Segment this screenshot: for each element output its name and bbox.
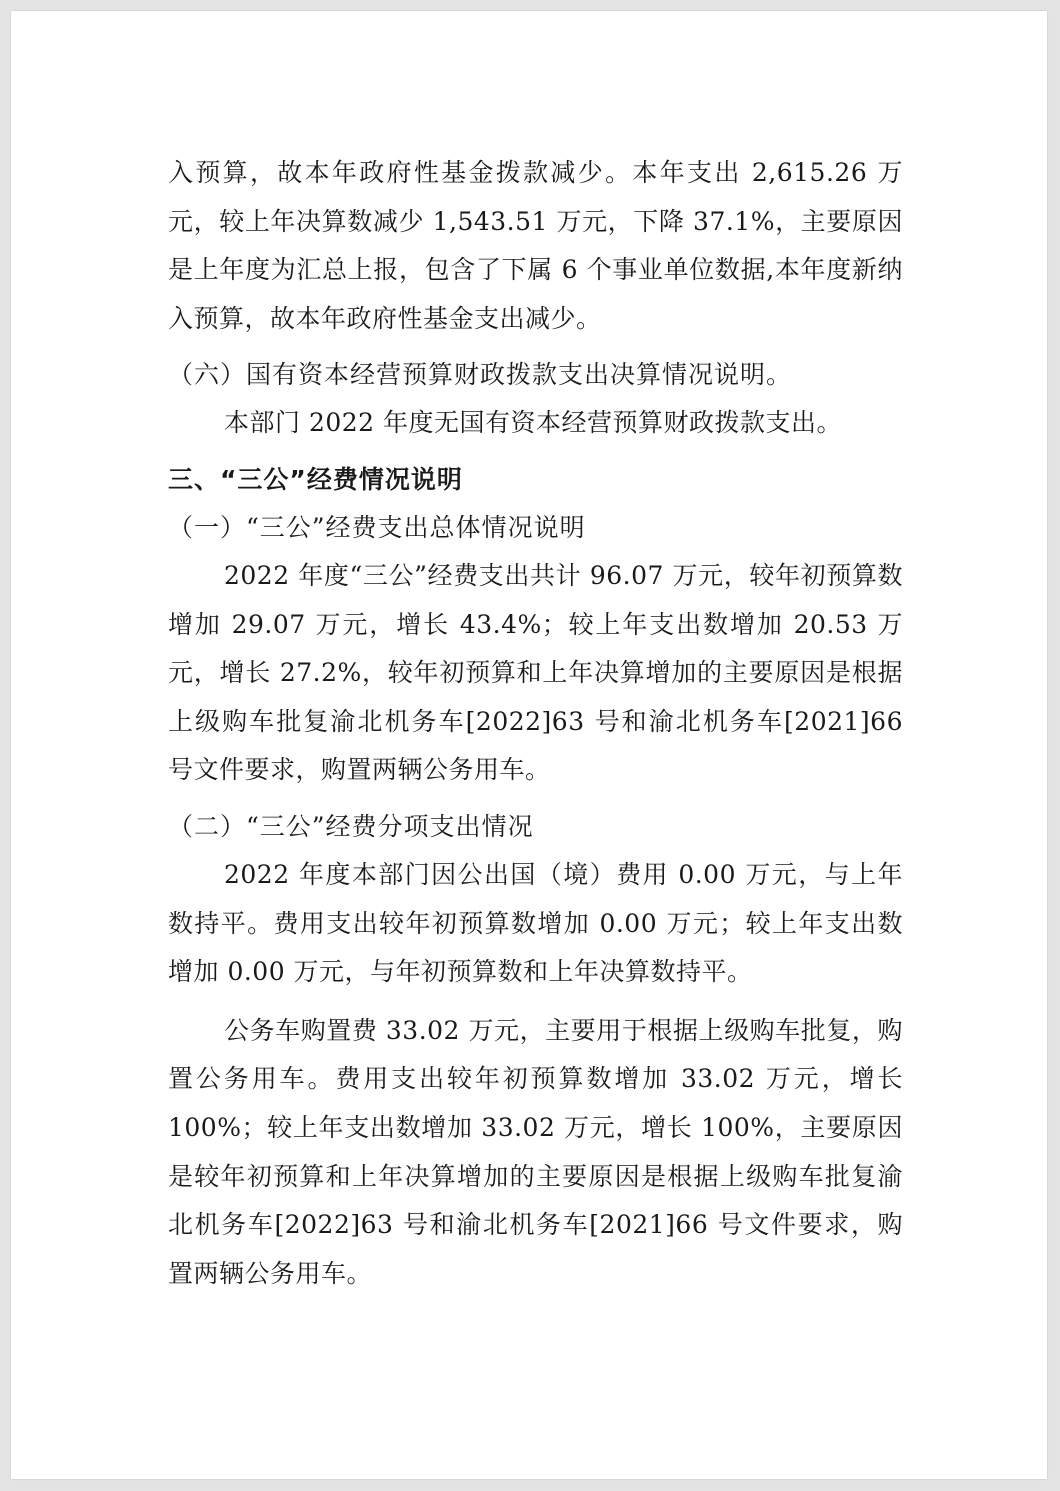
heading-itemized-expenses: （二）“三公”经费分项支出情况: [168, 811, 534, 841]
heading-three-public-expenses: 三、“三公”经费情况说明: [168, 464, 463, 494]
paragraph-fund-expenditure: 入预算，故本年政府性基金拨款减少。本年支出 2,615.26 万元，较上年决算数减少 1,543.51 万元，下降 37.1%，主要原因是上年度为汇总上报，包含了下属 6 个事业单位数据,本年度新纳入预算，故本年政府性基金支出减少。: [168, 158, 903, 333]
heading-state-capital-budget: （六）国有资本经营预算财政拨款支出决算情况说明。: [168, 360, 793, 390]
document-body: [168, 149, 903, 1298]
heading-overall-expenses: （一）“三公”经费支出总体情况说明: [168, 512, 586, 542]
paragraph-state-capital-none: 本部门 2022 年度无国有资本经营预算财政拨款支出。: [224, 408, 843, 438]
paragraph-vehicle-purchase: 公务车购置费 33.02 万元，主要用于根据上级购车批复，购置公务用车。费用支出较年初预算数增加 33.02 万元，增长 100%；较上年支出数增加 33.02 万元，增长 100%，主要原因是较年初预算和上年决算增加的主要原因是根据上级购车批复渝北机务车[2022]63 号和渝北机务车[2021]66 号文件要求，购置两辆公务用车。: [168, 1015, 903, 1288]
document-page: [11, 11, 1047, 1479]
paragraph-overseas-travel: 2022 年度本部门因公出国（境）费用 0.00 万元，与上年数持平。费用支出较年初预算数增加 0.00 万元；较上年支出数增加 0.00 万元，与年初预算数和上年决算数持平。: [168, 859, 903, 987]
paragraph-overall-expenses: 2022 年度“三公”经费支出共计 96.07 万元，较年初预算数增加 29.07 万元，增长 43.4%；较上年支出数增加 20.53 万元，增长 27.2%，较年初预算和上年决算增加的主要原因是根据上级购车批复渝北机务车[2022]63 号和渝北机务车[2021]66 号文件要求，购置两辆公务用车。: [168, 560, 903, 785]
